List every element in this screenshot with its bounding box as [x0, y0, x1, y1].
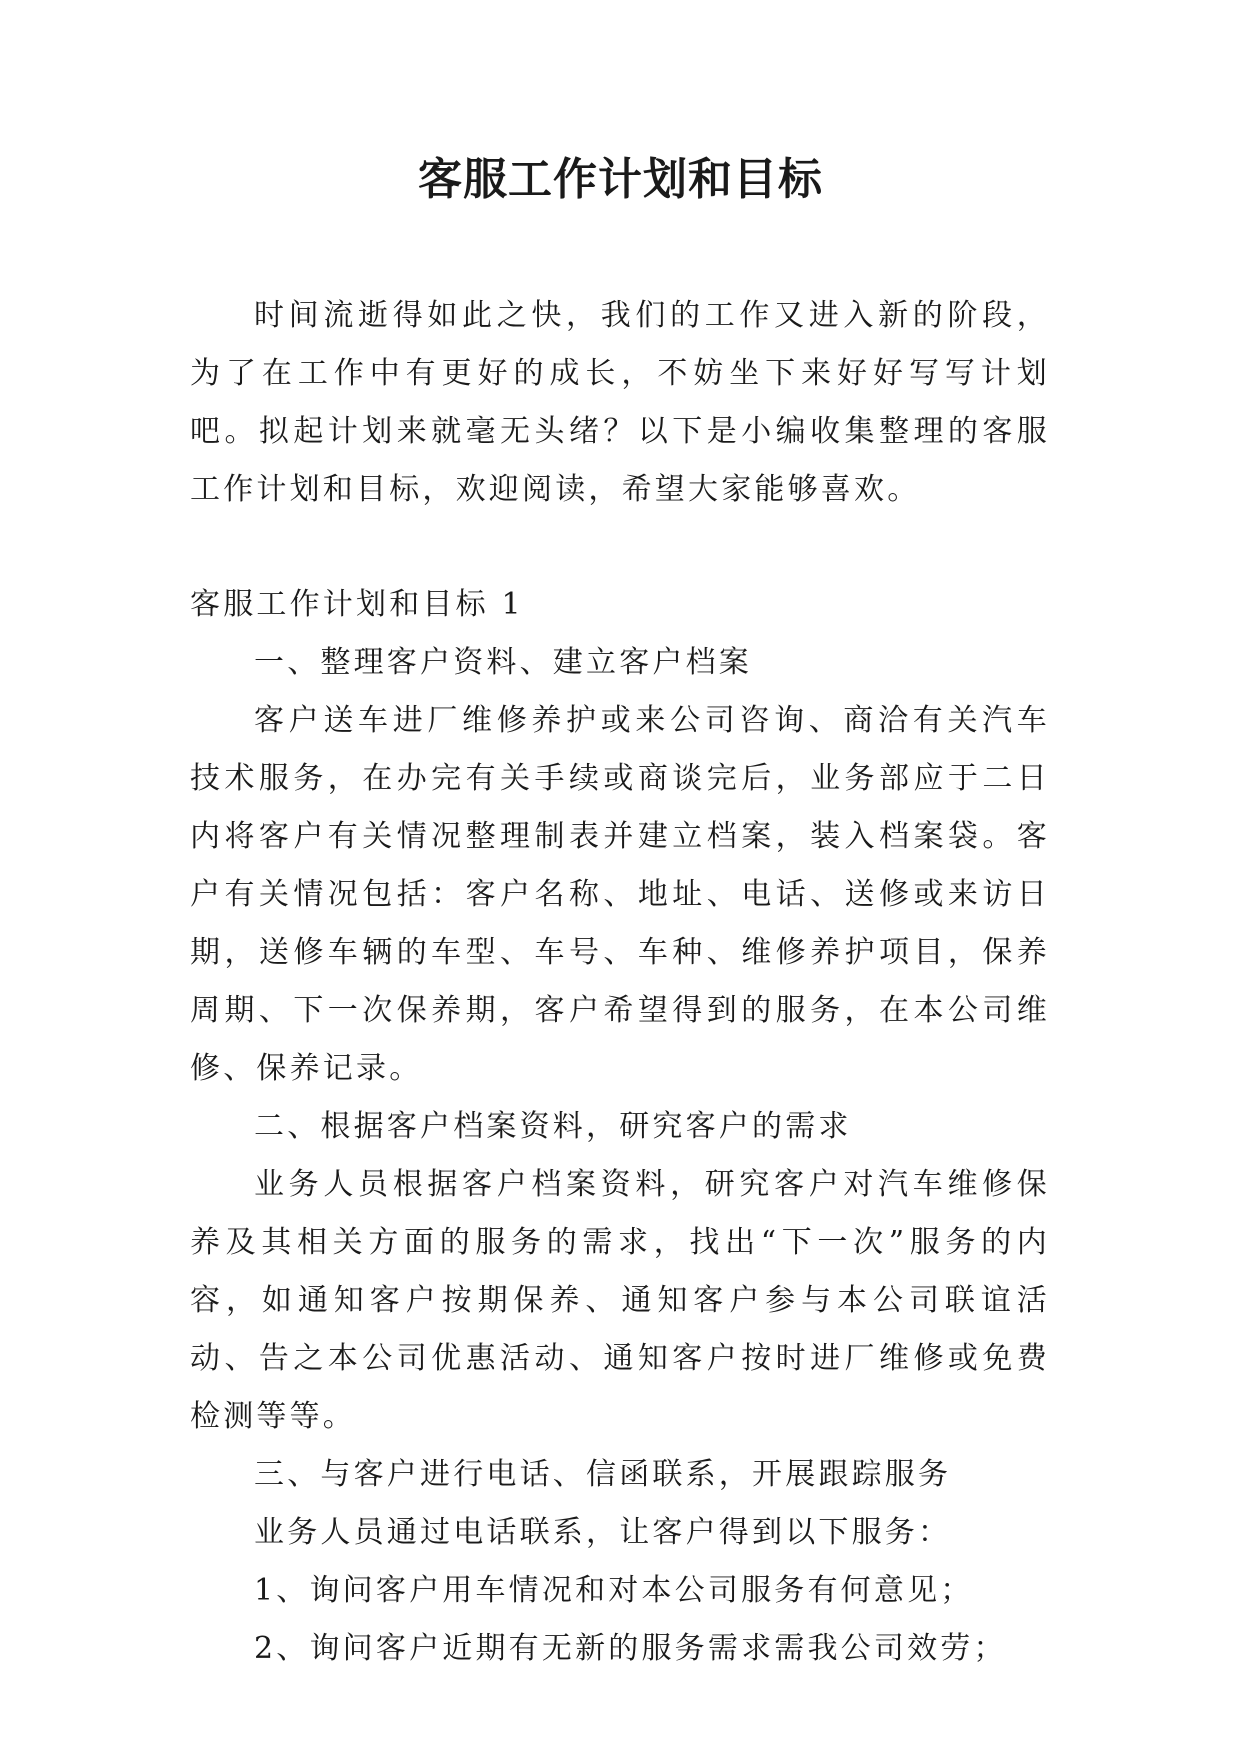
section-heading: 客服工作计划和目标 1 [190, 587, 524, 622]
paragraph-2: 业务人员根据客户档案资料，研究客户对汽车维修保养及其相关方面的服务的需求，找出“下一次”服务的内容，如通知客户按期保养、通知客户参与本公司联谊活动、告之本公司优惠活动、通知客户按时进厂维修或免费检测等等。 [190, 1167, 1050, 1434]
document-title: 客服工作计划和目标 [418, 154, 823, 205]
document-content [190, 576, 1050, 1678]
paragraph-3: 业务人员通过电话联系，让客户得到以下服务： [254, 1515, 952, 1550]
subheading-3: 三、与客户进行电话、信函联系，开展跟踪服务 [254, 1457, 952, 1492]
intro-paragraph: 时间流逝得如此之快，我们的工作又进入新的阶段，为了在工作中有更好的成长，不妨坐下来好好写写计划吧。拟起计划来就毫无头绪？以下是小编收集整理的客服工作计划和目标，欢迎阅读，希望大家能够喜欢。 [190, 298, 1050, 507]
list-item-2: 2、询问客户近期有无新的服务需求需我公司效劳； [254, 1631, 1007, 1666]
list-item-1: 1、询问客户用车情况和对本公司服务有何意见； [254, 1573, 974, 1608]
subheading-2: 二、根据客户档案资料，研究客户的需求 [254, 1109, 852, 1144]
subheading-1: 一、整理客户资料、建立客户档案 [254, 645, 752, 680]
paragraph-1: 客户送车进厂维修养护或来公司咨询、商洽有关汽车技术服务，在办完有关手续或商谈完后，业务部应于二日内将客户有关情况整理制表并建立档案，装入档案袋。客户有关情况包括：客户名称、地址、电话、送修或来访日期，送修车辆的车型、车号、车种、维修养护项目，保养周期、下一次保养期，客户希望得到的服务，在本公司维修、保养记录。 [190, 703, 1050, 1086]
